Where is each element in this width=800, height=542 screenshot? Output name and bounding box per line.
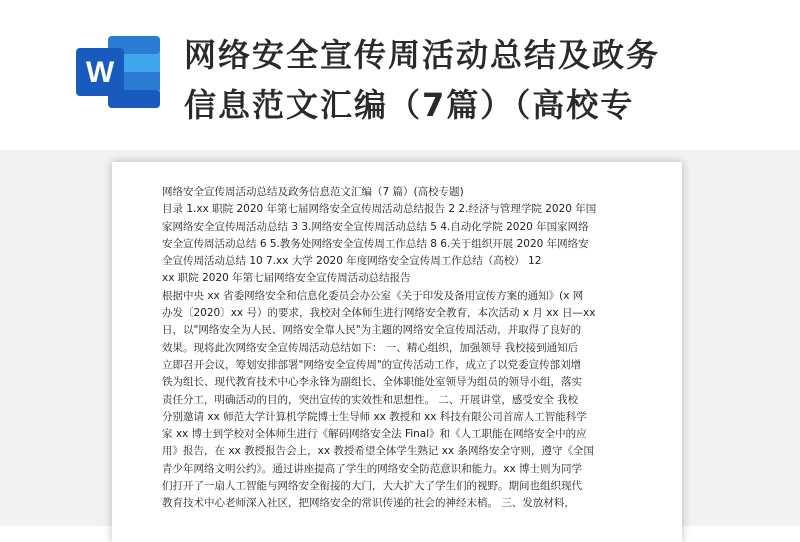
body-line: 分别邀请 xx 师范大学计算机学院博士生导师 xx 教授和 xx 科技有限公司首席人工智能科学 bbox=[162, 410, 587, 423]
body-line: 日，以"网络安全为人民、网络安全靠人民"为主题的网络安全宣传周活动，并取得了良好的 bbox=[162, 324, 582, 337]
title-line-2: 信息范文汇编（7篇）（高校专 bbox=[184, 86, 635, 124]
body-line: 根据中央 xx 省委网络安全和信息化委员会办公室《关于印发及备用宣传方案的通知》(x 网 bbox=[162, 289, 584, 302]
body-line: 们打开了一扇人工智能与网络安全衔接的大门，大大扩大了学生们的视野。期间也组织现代 bbox=[162, 480, 582, 493]
section-heading: xx 职院 2020 年第七届网络安全宣传周活动总结报告 bbox=[162, 272, 411, 285]
title-line-1: 网络安全宣传周活动总结及政务 bbox=[184, 36, 661, 74]
body-line: 铁为组长、现代教育技术中心李永锋为副组长、全体职能处室领导为组员的领导小组，落实 bbox=[162, 376, 582, 389]
word-document-icon bbox=[72, 30, 164, 114]
document-body bbox=[162, 184, 640, 513]
body-line: 责任分工，明确活动的目的，突出宣传的实效性和思想性。 二、开展讲堂，感受安全 我校 bbox=[162, 393, 579, 406]
toc-line: 全宣传周活动总结 10 7.xx 大学 2020 年度网络安全宣传周工作总结（高校） 12 bbox=[162, 255, 542, 268]
toc-line: 家网络安全宣传周活动总结 3 3.网络安全宣传周活动总结 5 4.自动化学院 2020 年国家网络 bbox=[162, 220, 589, 233]
toc-line: 安全宣传周活动总结 6 5.教务处网络安全宣传周工作总结 8 6.关于组织开展 2020 年网络安 bbox=[162, 237, 589, 250]
body-line: 效果。现将此次网络安全宣传周活动总结如下： 一、精心组织，加强领导 我校接到通知后 bbox=[162, 341, 579, 354]
document-page bbox=[112, 162, 682, 542]
body-line: 用》报告，在 xx 教授报告会上，xx 教授希望全体学生熟记 xx 条网络安全守则，遵守《全国 bbox=[162, 445, 594, 458]
header bbox=[0, 0, 800, 150]
body-line: 立即召开会议，筹划安排部署"网络安全宣传周"的宣传活动工作，成立了以党委宣传部刘增 bbox=[162, 358, 582, 371]
toc-line: 目录 1.xx 职院 2020 年第七届网络安全宣传周活动总结报告 2 2.经济与管理学院 2020 年国 bbox=[162, 203, 597, 216]
page-title bbox=[184, 30, 784, 130]
body-line: 青少年网络文明公约》。通过讲座提高了学生的网络安全防范意识和能力。xx 博士则为同学 bbox=[162, 462, 583, 475]
doc-heading: 网络安全宣传周活动总结及政务信息范文汇编（7 篇）(高校专题) bbox=[162, 186, 464, 198]
body-line: 办发〔2020〕xx 号）的要求，我校对全体师生进行网络安全教育，本次活动 x 月 xx 日—xx bbox=[162, 307, 596, 320]
svg-text:W: W bbox=[85, 56, 115, 89]
body-line: 家 xx 博士到学校对全体师生进行《解码网络安全法 Final》和《人工职能在网络安全中的应 bbox=[162, 428, 587, 441]
body-line: 教育技术中心老师深入社区，把网络安全的常识传递的社会的神经末梢。 三、发放材料， bbox=[162, 497, 575, 510]
